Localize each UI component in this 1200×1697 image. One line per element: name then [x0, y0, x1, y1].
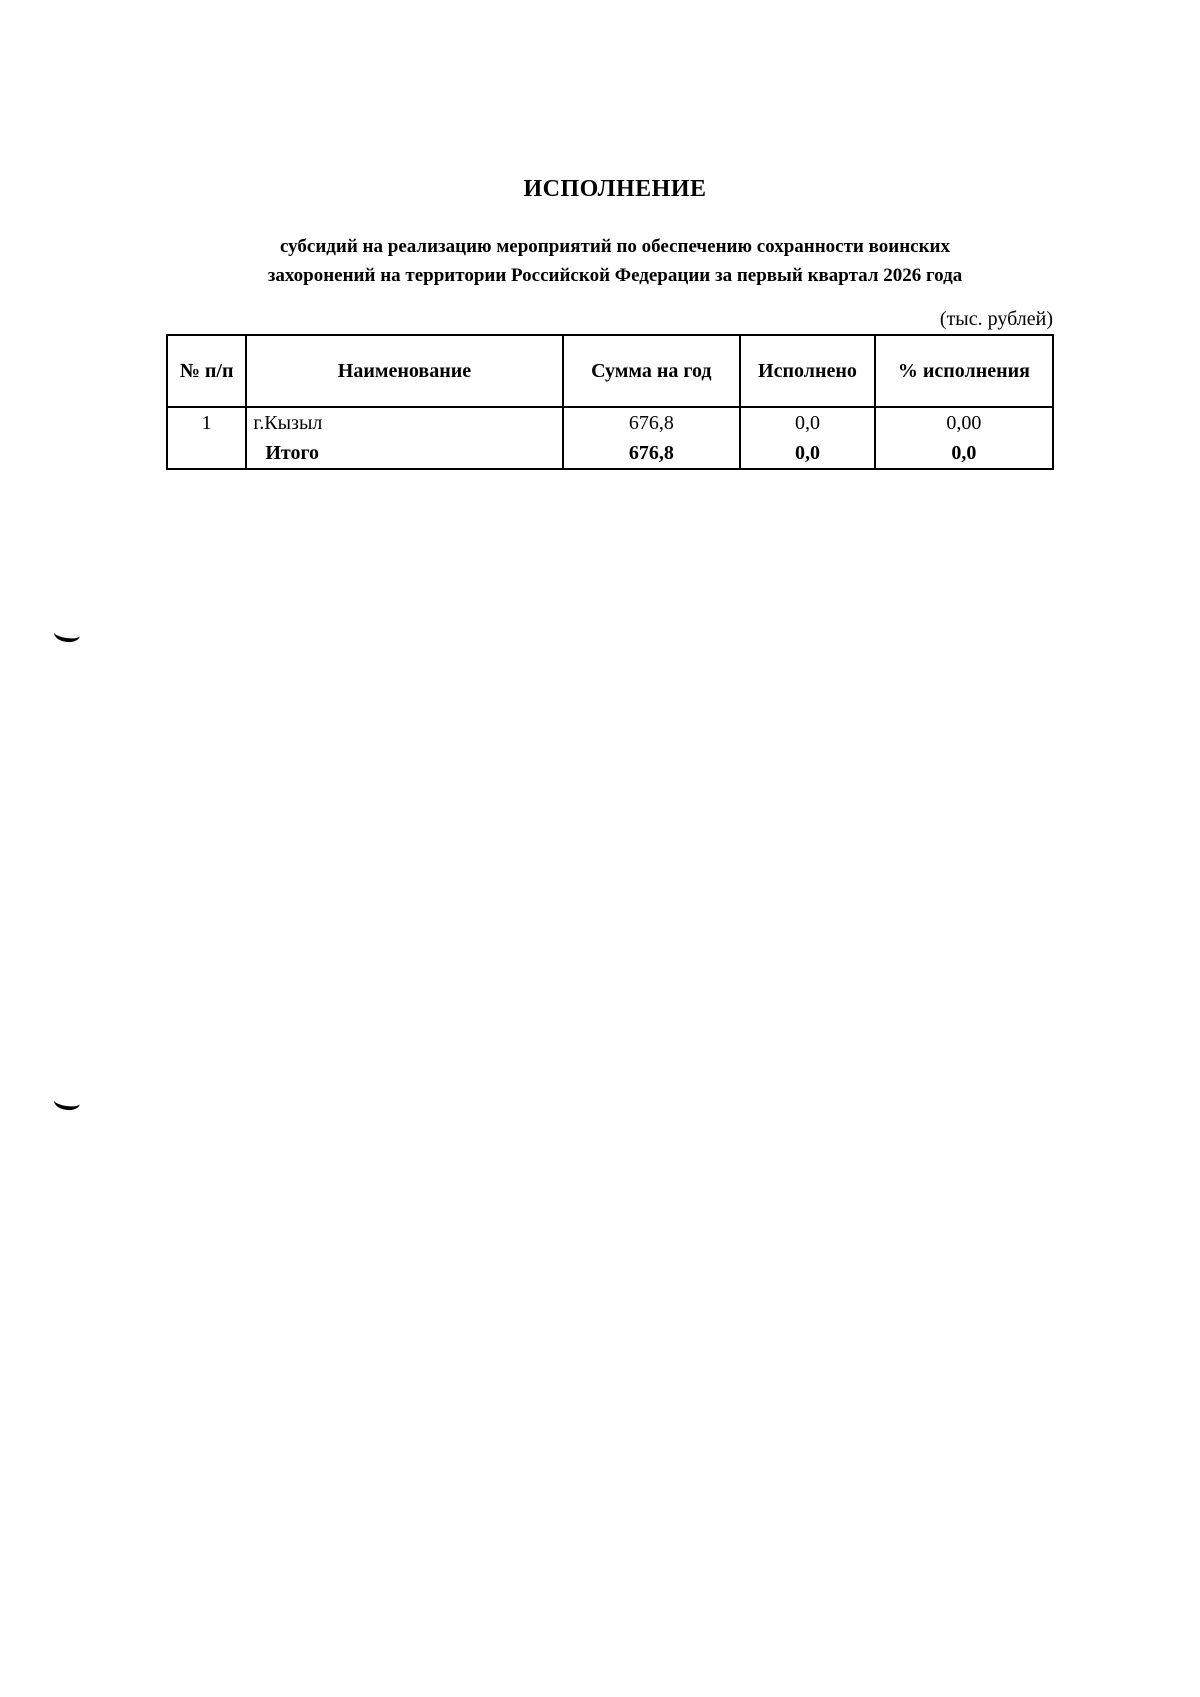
header-executed: Исполнено — [740, 335, 875, 407]
total-row — [167, 438, 1053, 469]
row-executed: 0,0 — [740, 407, 875, 438]
row-percent-executed: 0,00 — [875, 407, 1053, 438]
row-number: 1 — [167, 407, 246, 438]
header-number: № п/п — [167, 335, 246, 407]
execution-table — [166, 334, 1054, 470]
total-percent-executed: 0,0 — [875, 438, 1053, 469]
document-subtitle — [150, 232, 1080, 290]
row-annual-sum: 676,8 — [563, 407, 741, 438]
header-percent-executed: % исполнения — [875, 335, 1053, 407]
header-annual-sum: Сумма на год — [563, 335, 741, 407]
row-name: г.Кызыл — [246, 407, 562, 438]
total-executed: 0,0 — [740, 438, 875, 469]
total-number — [167, 438, 246, 469]
units-note: (тыс. рублей) — [939, 308, 1053, 330]
total-annual-sum: 676,8 — [563, 438, 741, 469]
subtitle-line-1: субсидий на реализацию мероприятий по обеспечению сохранности воинских — [279, 236, 950, 257]
table-header-row — [167, 335, 1053, 407]
table-row — [167, 407, 1053, 438]
hole-punch-mark-bottom — [53, 1092, 81, 1111]
hole-punch-mark-top — [53, 624, 81, 643]
total-label: Итого — [246, 438, 562, 469]
header-name: Наименование — [246, 335, 562, 407]
subtitle-line-2: захоронений на территории Российской Федерации за первый квартал 2026 года — [267, 265, 963, 286]
document-title: ИСПОЛНЕНИЕ — [523, 176, 707, 202]
